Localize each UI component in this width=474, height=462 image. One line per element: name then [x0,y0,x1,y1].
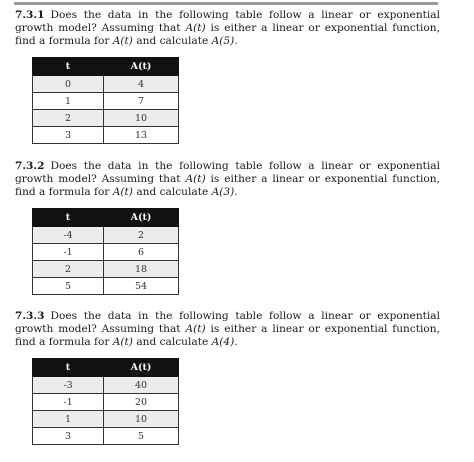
problem-statement: 7.3.2 Does the data in the following table follow a linear or exponential growth model? Assuming that A(t) is either a linear or exponential function, find a formula for A(t) and calculate A(3). [15,160,440,198]
table-row [33,127,179,144]
problem-number: 7.3.2 [15,160,45,172]
problem-7-3-3 [15,310,440,445]
header-a: A(t) [104,58,179,76]
cell-a: 54 [104,278,179,295]
cell-a: 18 [104,261,179,278]
top-rule [14,2,438,5]
table-row [33,110,179,127]
table-row [33,93,179,110]
cell-t: 3 [33,127,104,144]
table-row [33,411,179,428]
table-row [33,76,179,93]
data-table [32,358,179,445]
cell-t: 1 [33,411,104,428]
problem-statement: 7.3.3 Does the data in the following table follow a linear or exponential growth model? Assuming that A(t) is either a linear or exponential function, find a formula for A(t) and calculate A(4). [15,310,440,348]
table-row [33,428,179,445]
cell-t: -1 [33,394,104,411]
table-row [33,227,179,244]
cell-t: 0 [33,76,104,93]
cell-a: 4 [104,76,179,93]
cell-t: -3 [33,377,104,394]
problem-statement: 7.3.1 Does the data in the following table follow a linear or exponential growth model? Assuming that A(t) is either a linear or exponential function, find a formula for A(t) and calculate A(5). [15,9,440,47]
header-t: t [33,58,104,76]
cell-a: 10 [104,110,179,127]
table-header-row [33,58,179,76]
table-row [33,244,179,261]
cell-a: 6 [104,244,179,261]
data-table [32,208,179,295]
cell-t: 5 [33,278,104,295]
table-row [33,278,179,295]
problem-number: 7.3.3 [15,310,45,322]
table-row [33,394,179,411]
cell-t: -4 [33,227,104,244]
header-t: t [33,209,104,227]
cell-a: 10 [104,411,179,428]
cell-a: 2 [104,227,179,244]
cell-t: 2 [33,110,104,127]
problem-7-3-1 [15,9,440,144]
cell-t: 2 [33,261,104,278]
header-a: A(t) [104,209,179,227]
cell-a: 40 [104,377,179,394]
data-table [32,57,179,144]
cell-a: 13 [104,127,179,144]
table-header-row [33,359,179,377]
cell-t: 3 [33,428,104,445]
cell-t: 1 [33,93,104,110]
cell-a: 7 [104,93,179,110]
header-a: A(t) [104,359,179,377]
cell-a: 5 [104,428,179,445]
table-header-row [33,209,179,227]
header-t: t [33,359,104,377]
cell-a: 20 [104,394,179,411]
problem-number: 7.3.1 [15,9,45,21]
problem-7-3-2 [15,160,440,295]
table-row [33,261,179,278]
table-row [33,377,179,394]
cell-t: -1 [33,244,104,261]
